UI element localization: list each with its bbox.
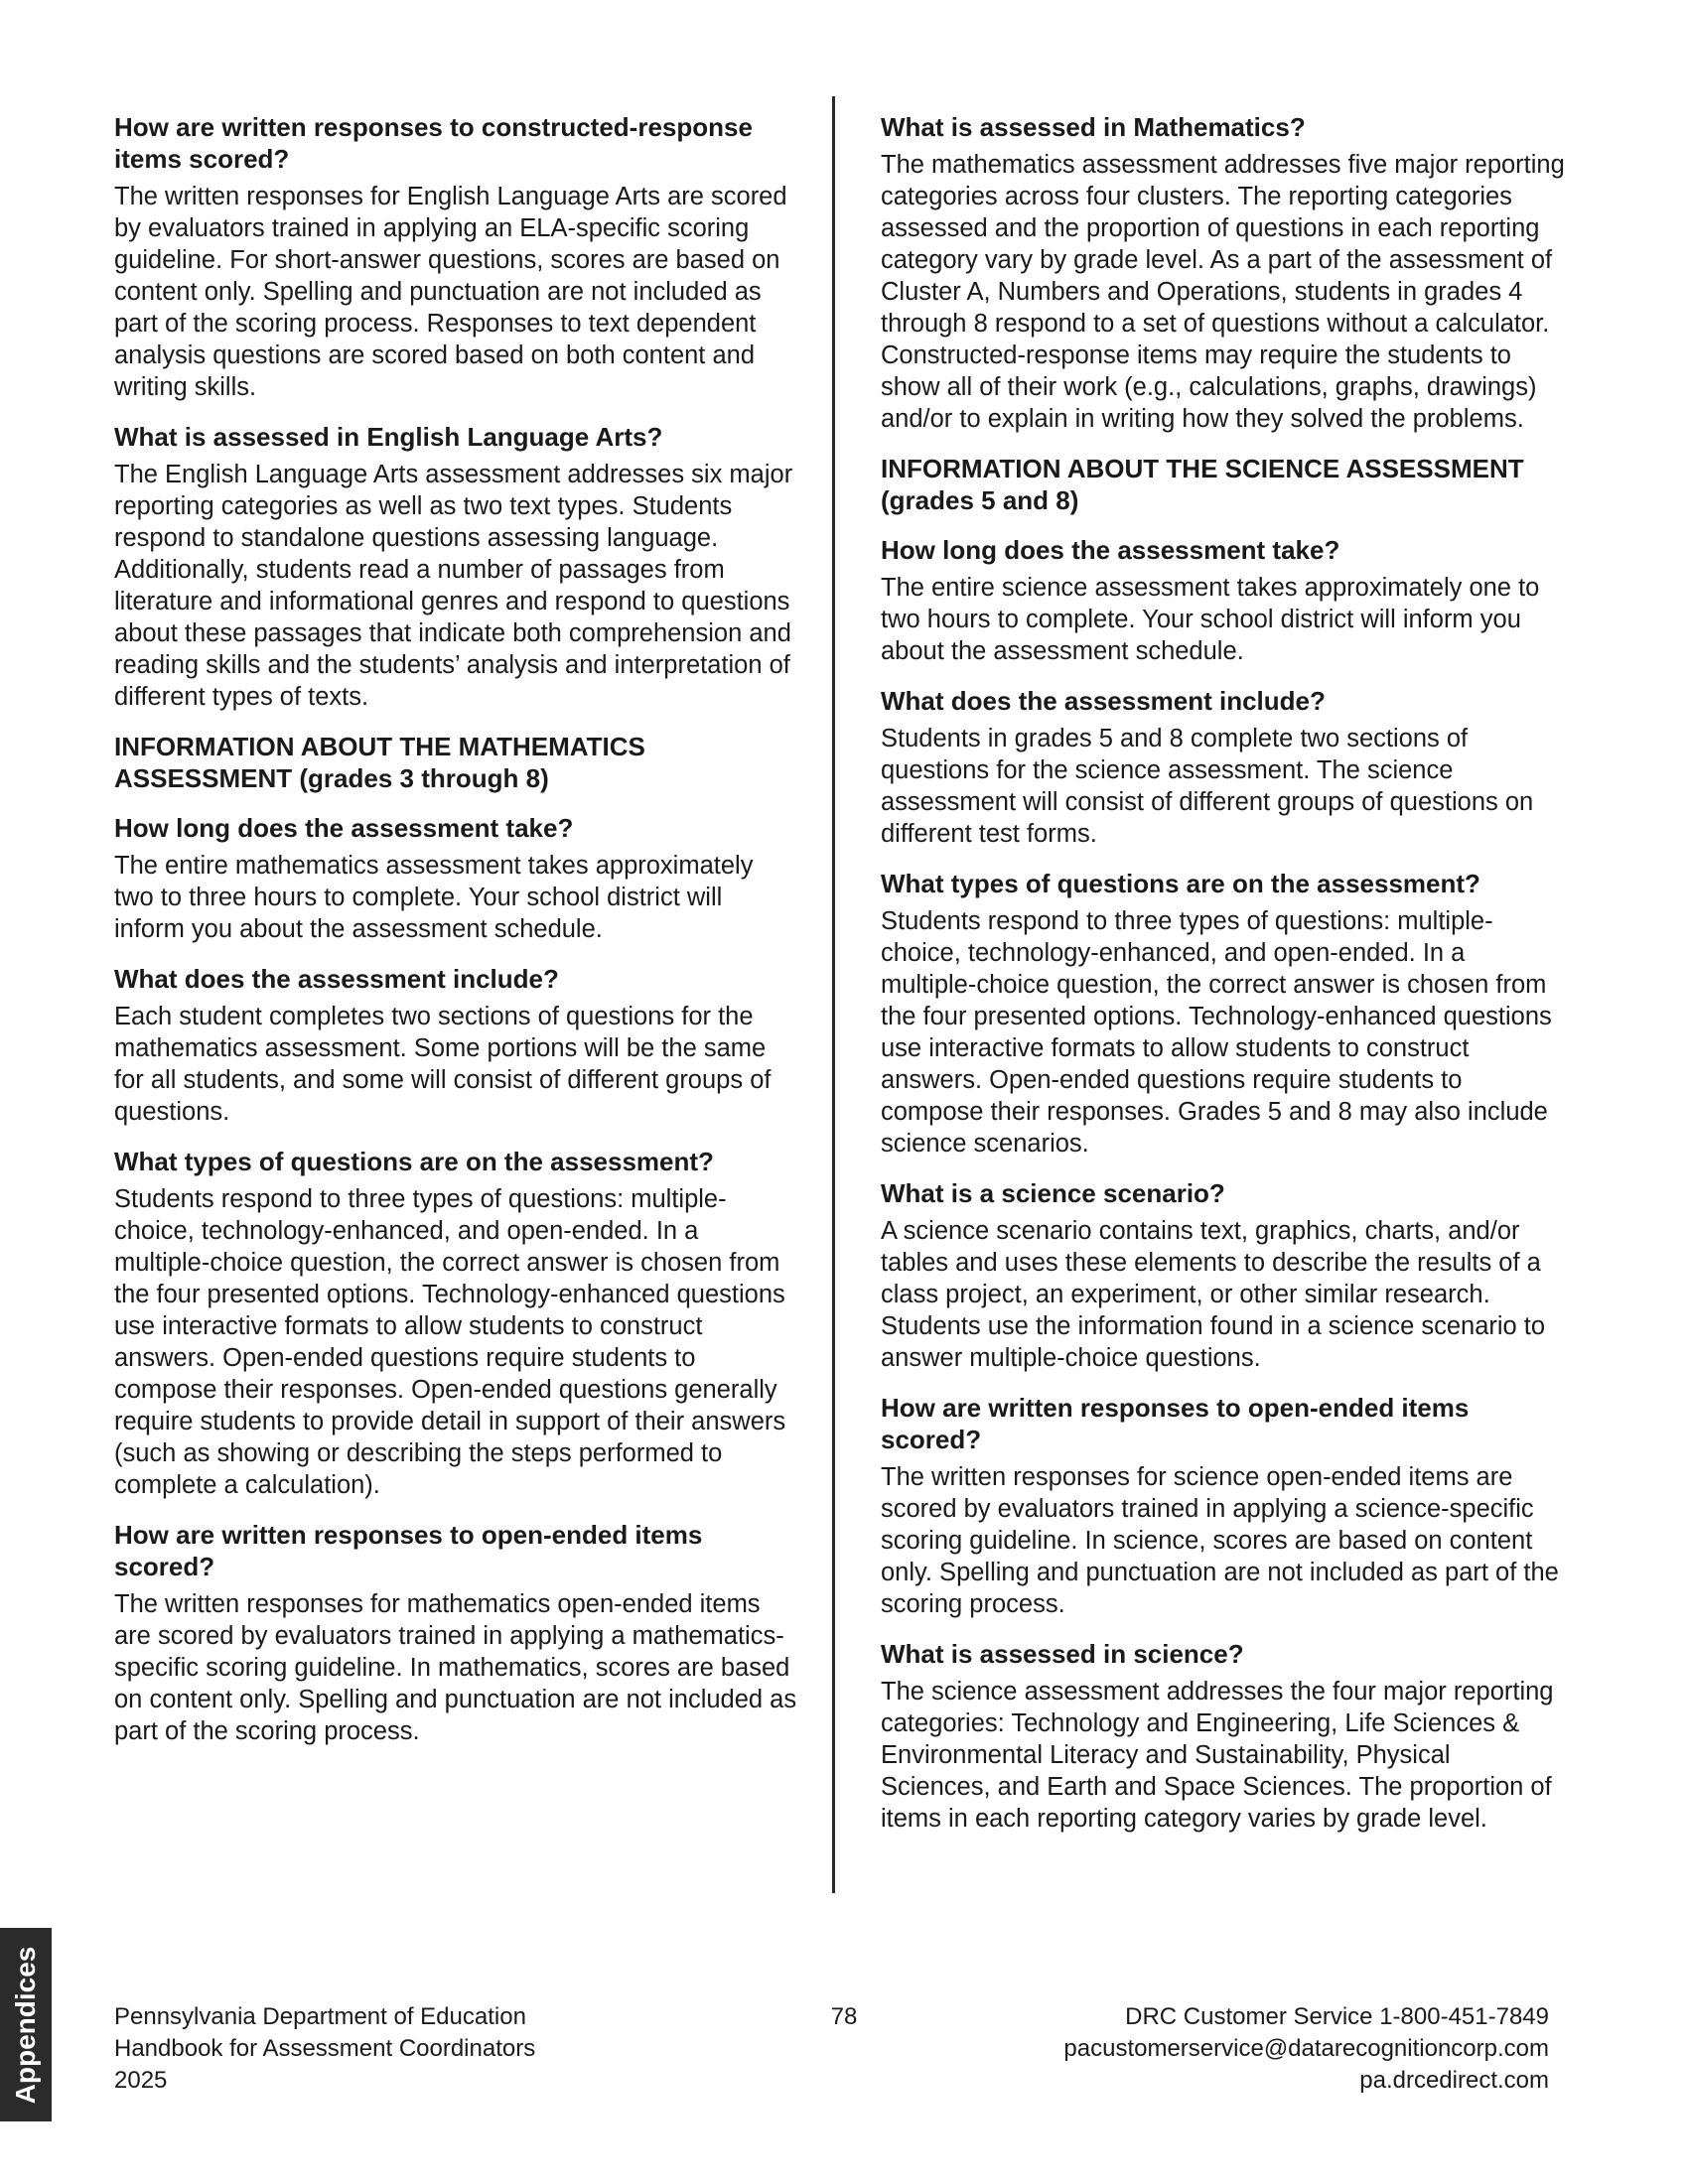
question-heading: What is assessed in science? <box>881 1639 1244 1669</box>
qa-block <box>114 1519 799 1747</box>
footer-website: pa.drcedirect.com <box>1359 2067 1549 2094</box>
qa-block <box>881 1638 1566 1835</box>
column-divider <box>832 96 835 1893</box>
answer-text: The English Language Arts assessment addresses six major reporting categories as well as two text types. Students respond to standalone questions assessing language. Additionally, students read a number of passages from literature and informational genres and respond to questions about these passages that indicate both comprehension and reading skills and the students’ analysis and interpretation of different types of texts. <box>114 461 793 711</box>
qa-block <box>881 111 1566 435</box>
question-heading: What types of questions are on the assessment? <box>881 869 1480 898</box>
appendices-tab-label: Appendices <box>10 1946 41 2105</box>
footer-email: pacustomerservice@datarecognitioncorp.com <box>1063 2035 1549 2062</box>
qa-block <box>881 1177 1566 1374</box>
section-block <box>114 731 799 794</box>
qa-block <box>881 1392 1566 1620</box>
question-heading: What is assessed in English Language Arts? <box>114 422 663 452</box>
answer-text: Students in grades 5 and 8 complete two sections of questions for the science assessment. The science assessment will consist of different groups of questions on different test forms. <box>881 725 1534 848</box>
question-heading: What is a science scenario? <box>881 1178 1225 1208</box>
qa-block <box>114 1146 799 1501</box>
qa-block <box>881 685 1566 850</box>
footer-left <box>114 2001 670 2097</box>
page-number: 78 <box>830 2003 858 2030</box>
question-heading: How long does the assessment take? <box>881 535 1340 565</box>
answer-text: Each student completes two sections of questions for the mathematics assessment. Some portions will be the same for all students, and some will consist of different groups of questions. <box>114 1003 772 1126</box>
footer-org: Pennsylvania Department of Education <box>114 2003 526 2030</box>
footer-phone: DRC Customer Service 1-800-451-7849 <box>1125 2003 1549 2030</box>
left-column <box>114 111 799 1765</box>
footer-right <box>914 2001 1549 2097</box>
answer-text: The entire science assessment takes approximately one to two hours to complete. Your school district will inform you about the assessment schedule. <box>881 574 1540 665</box>
footer-handbook: Handbook for Assessment Coordinators <box>114 2035 536 2062</box>
answer-text: A science scenario contains text, graphics, charts, and/or tables and uses these elements to describe the results of a class project, an experiment, or other similar research. Students use the information found in a science scenario to answer multiple-choice questions. <box>881 1217 1546 1372</box>
appendices-tab <box>0 1928 52 2121</box>
answer-text: The written responses for science open-ended items are scored by evaluators trained in applying a science-specific scoring guideline. In science, scores are based on content only. Spelling and punctuation are not included as part of the scoring process. <box>881 1463 1559 1618</box>
section-heading: INFORMATION ABOUT THE SCIENCE ASSESSMENT (grades 5 and 8) <box>881 454 1524 515</box>
question-heading: How are written responses to open-ended items scored? <box>114 1520 703 1581</box>
qa-block <box>114 812 799 945</box>
answer-text: Students respond to three types of questions: multiple-choice, technology-enhanced, and open-ended. In a multiple-choice question, the correct answer is chosen from the four presented options. Technology-enhanced questions use interactive formats to allow students to construct answers. Open-ended questions require students to compose their responses. Grades 5 and 8 may also include science scenarios. <box>881 907 1552 1158</box>
footer-year: 2025 <box>114 2067 168 2094</box>
qa-block <box>881 534 1566 667</box>
qa-block <box>881 868 1566 1160</box>
question-heading: What types of questions are on the assessment? <box>114 1147 714 1176</box>
qa-block <box>114 963 799 1128</box>
answer-text: The written responses for English Language Arts are scored by evaluators trained in applying an ELA-specific scoring guideline. For short-answer questions, scores are based on content only. Spelling and punctuation are not included as part of the scoring process. Responses to text dependent analysis questions are scored based on both content and writing skills. <box>114 183 787 401</box>
question-heading: What does the assessment include? <box>881 686 1326 716</box>
qa-block <box>114 111 799 403</box>
section-block <box>881 453 1566 516</box>
section-heading: INFORMATION ABOUT THE MATHEMATICS ASSESSMENT (grades 3 through 8) <box>114 732 645 793</box>
question-heading: What does the assessment include? <box>114 964 559 994</box>
question-heading: How are written responses to constructed-response items scored? <box>114 112 753 174</box>
answer-text: The written responses for mathematics open-ended items are scored by evaluators trained in applying a mathematics-specific scoring guideline. In mathematics, scores are based on content only. Spelling and punctuation are not included as part of the scoring process. <box>114 1590 797 1745</box>
question-heading: What is assessed in Mathematics? <box>881 112 1306 142</box>
answer-text: The science assessment addresses the four major reporting categories: Technology and Engineering, Life Sciences & Environmental Literacy and Sustainability, Physical Sciences, and Earth and Space Sciences. The proportion of items in each reporting category varies by grade level. <box>881 1678 1554 1833</box>
answer-text: The entire mathematics assessment takes approximately two to three hours to complete. Your school district will inform you about the assessment schedule. <box>114 852 754 943</box>
answer-text: The mathematics assessment addresses five major reporting categories across four clusters. The reporting categories assessed and the proportion of questions in each reporting category vary by grade level. As a part of the assessment of Cluster A, Numbers and Operations, students in grades 4 through 8 respond to a set of questions without a calculator. Constructed-response items may require the students to show all of their work (e.g., calculations, graphs, drawings) and/or to explain in writing how they solved the problems. <box>881 151 1565 433</box>
question-heading: How long does the assessment take? <box>114 813 574 843</box>
right-column <box>881 111 1566 1852</box>
qa-block <box>114 421 799 713</box>
question-heading: How are written responses to open-ended items scored? <box>881 1393 1470 1454</box>
answer-text: Students respond to three types of questions: multiple-choice, technology-enhanced, and open-ended. In a multiple-choice question, the correct answer is chosen from the four presented options. Technology-enhanced questions use interactive formats to allow students to construct answers. Open-ended questions require students to compose their responses. Open-ended questions generally require students to provide detail in support of their answers (such as showing or describing the steps performed to complete a calculation). <box>114 1185 786 1499</box>
